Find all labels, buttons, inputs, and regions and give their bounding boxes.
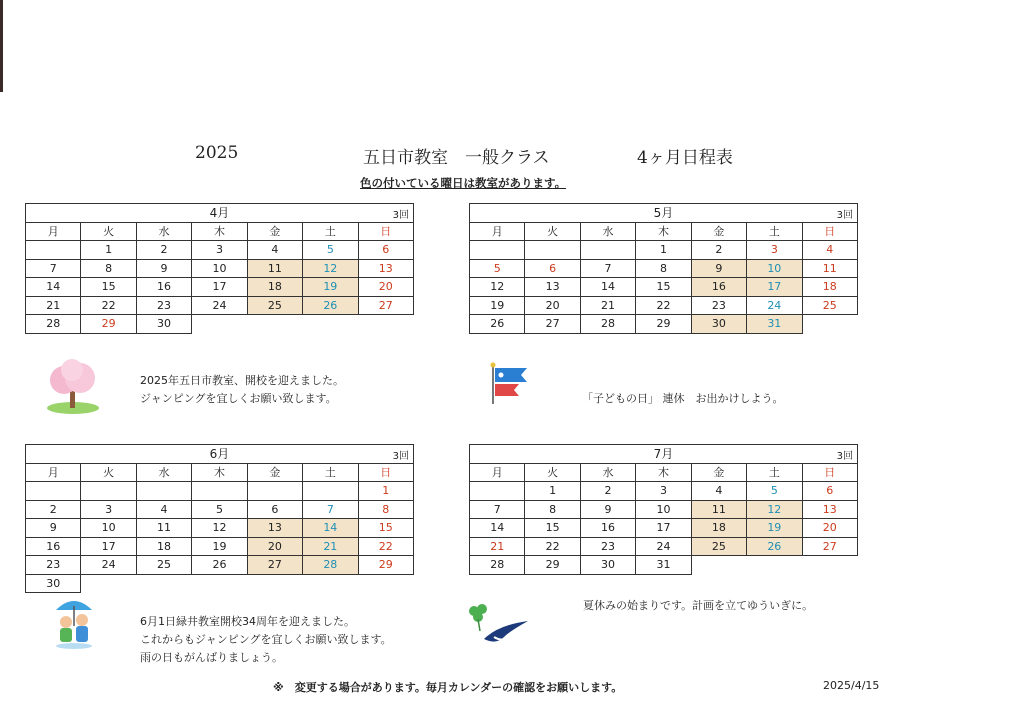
day-cell: 17 — [192, 278, 247, 297]
empty-cell — [247, 574, 302, 593]
day-cell: 17 — [81, 537, 136, 556]
session-count: 3回 — [836, 210, 853, 222]
day-cell: 12 — [192, 519, 247, 538]
day-cell: 2 — [580, 482, 635, 501]
calendar-july — [469, 444, 858, 575]
empty-cell — [303, 315, 358, 334]
weekday-header: 金 — [691, 463, 746, 482]
memo-line: 「子どもの日」 連休 お出かけしよう。 — [582, 392, 784, 405]
day-cell: 14 — [303, 519, 358, 538]
day-cell: 12 — [303, 259, 358, 278]
day-cell — [470, 482, 525, 501]
day-cell: 4 — [136, 500, 191, 519]
day-cell — [26, 482, 81, 501]
day-cell: 28 — [470, 556, 525, 575]
day-cell: 13 — [525, 278, 580, 297]
day-cell: 2 — [136, 241, 191, 260]
month-label: 4月 — [209, 206, 230, 221]
session-count: 3回 — [392, 451, 409, 463]
day-cell: 5 — [192, 500, 247, 519]
calendar-may — [469, 203, 858, 334]
day-cell: 19 — [192, 537, 247, 556]
month-label: 7月 — [653, 447, 674, 462]
day-cell: 29 — [636, 315, 691, 334]
memo-line: 6月1日緑井教室開校34周年を迎えました。 — [140, 615, 355, 628]
weekday-header: 月 — [26, 463, 81, 482]
memo-line: 2025年五日市教室、開校を迎えました。 — [140, 374, 344, 387]
page-title: 五日市教室 一般クラス — [363, 148, 550, 168]
weekday-header: 金 — [691, 222, 746, 241]
memo-line: 雨の日もがんばりましょう。 — [140, 651, 283, 664]
day-cell: 30 — [691, 315, 746, 334]
day-cell: 23 — [691, 296, 746, 315]
day-cell: 8 — [358, 500, 413, 519]
weekday-header: 火 — [525, 463, 580, 482]
month-header — [470, 204, 858, 223]
day-cell: 7 — [303, 500, 358, 519]
day-cell: 24 — [747, 296, 802, 315]
month-header — [26, 204, 414, 223]
day-cell: 30 — [26, 574, 81, 593]
day-cell: 17 — [747, 278, 802, 297]
april-memo — [140, 372, 344, 408]
day-cell: 2 — [26, 500, 81, 519]
day-cell: 12 — [747, 500, 802, 519]
day-cell: 29 — [358, 556, 413, 575]
empty-cell — [358, 574, 413, 593]
day-cell: 15 — [636, 278, 691, 297]
footer-date: 2025/4/15 — [823, 679, 880, 692]
day-cell: 26 — [303, 296, 358, 315]
calendar-april — [25, 203, 414, 334]
day-cell: 16 — [691, 278, 746, 297]
day-cell: 10 — [747, 259, 802, 278]
day-cell: 9 — [26, 519, 81, 538]
day-cell: 23 — [26, 556, 81, 575]
day-cell: 24 — [636, 537, 691, 556]
empty-cell — [802, 315, 857, 334]
koinobori-carp-streamer-icon — [487, 362, 533, 406]
day-cell: 11 — [247, 259, 302, 278]
day-cell: 14 — [470, 519, 525, 538]
june-memo — [140, 613, 392, 667]
weekday-header: 日 — [358, 222, 413, 241]
day-cell: 16 — [580, 519, 635, 538]
weekday-header: 月 — [470, 222, 525, 241]
day-cell — [26, 241, 81, 260]
day-cell: 11 — [691, 500, 746, 519]
day-cell: 13 — [247, 519, 302, 538]
day-cell: 19 — [303, 278, 358, 297]
swallow-and-clover-icon — [464, 601, 530, 651]
weekday-header: 月 — [26, 222, 81, 241]
weekday-header: 日 — [358, 463, 413, 482]
weekday-header: 火 — [81, 463, 136, 482]
day-cell: 17 — [636, 519, 691, 538]
day-cell: 7 — [580, 259, 635, 278]
day-cell: 27 — [358, 296, 413, 315]
day-cell: 10 — [81, 519, 136, 538]
day-cell: 1 — [636, 241, 691, 260]
page-edge-mark — [0, 0, 3, 92]
empty-cell — [192, 315, 247, 334]
empty-cell — [136, 574, 191, 593]
cherry-blossom-tree-icon — [44, 358, 102, 416]
empty-cell — [303, 574, 358, 593]
weekday-header: 木 — [192, 463, 247, 482]
month-header — [470, 445, 858, 464]
day-cell: 4 — [691, 482, 746, 501]
class-day-notice: 色の付いている曜日は教室があります。 — [360, 176, 567, 190]
weekday-header: 日 — [802, 222, 857, 241]
day-cell — [303, 482, 358, 501]
weekday-header: 日 — [802, 463, 857, 482]
day-cell: 8 — [81, 259, 136, 278]
day-cell: 22 — [358, 537, 413, 556]
day-cell: 21 — [26, 296, 81, 315]
day-cell — [81, 482, 136, 501]
weekday-header: 水 — [580, 222, 635, 241]
day-cell: 5 — [747, 482, 802, 501]
day-cell: 23 — [580, 537, 635, 556]
day-cell: 5 — [303, 241, 358, 260]
weekday-header: 月 — [470, 463, 525, 482]
day-cell: 21 — [303, 537, 358, 556]
day-cell: 3 — [636, 482, 691, 501]
weekday-header: 火 — [81, 222, 136, 241]
may-memo — [582, 390, 784, 408]
memo-line: 夏休みの始まりです。計画を立てゆういぎに。 — [583, 599, 814, 612]
day-cell — [525, 241, 580, 260]
day-cell: 15 — [358, 519, 413, 538]
day-cell: 4 — [802, 241, 857, 260]
day-cell: 27 — [525, 315, 580, 334]
day-cell: 1 — [525, 482, 580, 501]
day-cell: 22 — [525, 537, 580, 556]
day-cell: 21 — [470, 537, 525, 556]
day-cell: 25 — [247, 296, 302, 315]
day-cell: 27 — [247, 556, 302, 575]
calendar-june — [25, 444, 414, 593]
day-cell: 29 — [525, 556, 580, 575]
day-cell: 23 — [136, 296, 191, 315]
session-count: 3回 — [836, 451, 853, 463]
day-cell: 20 — [525, 296, 580, 315]
memo-line: これからもジャンピングを宜しくお願い致します。 — [140, 633, 392, 646]
weekday-header: 木 — [192, 222, 247, 241]
day-cell: 25 — [136, 556, 191, 575]
empty-cell — [81, 574, 136, 593]
day-cell: 22 — [636, 296, 691, 315]
day-cell: 10 — [192, 259, 247, 278]
day-cell: 24 — [192, 296, 247, 315]
day-cell: 8 — [525, 500, 580, 519]
empty-cell — [358, 315, 413, 334]
weekday-header: 土 — [303, 222, 358, 241]
empty-cell — [802, 556, 857, 575]
year-label: 2025 — [195, 143, 239, 163]
day-cell: 18 — [136, 537, 191, 556]
day-cell: 13 — [358, 259, 413, 278]
day-cell: 25 — [802, 296, 857, 315]
day-cell: 10 — [636, 500, 691, 519]
day-cell: 11 — [802, 259, 857, 278]
day-cell: 31 — [747, 315, 802, 334]
day-cell — [136, 482, 191, 501]
day-cell: 28 — [26, 315, 81, 334]
day-cell: 28 — [303, 556, 358, 575]
day-cell — [580, 241, 635, 260]
empty-cell — [247, 315, 302, 334]
day-cell: 3 — [81, 500, 136, 519]
day-cell: 26 — [470, 315, 525, 334]
day-cell: 20 — [247, 537, 302, 556]
day-cell: 31 — [636, 556, 691, 575]
month-label: 6月 — [209, 447, 230, 462]
day-cell — [247, 482, 302, 501]
day-cell: 13 — [802, 500, 857, 519]
day-cell: 9 — [691, 259, 746, 278]
weekday-header: 水 — [136, 463, 191, 482]
day-cell: 14 — [26, 278, 81, 297]
day-cell: 11 — [136, 519, 191, 538]
day-cell — [192, 482, 247, 501]
day-cell: 6 — [525, 259, 580, 278]
memo-line: ジャンピングを宜しくお願い致します。 — [140, 392, 337, 405]
session-count: 3回 — [392, 210, 409, 222]
day-cell: 12 — [470, 278, 525, 297]
day-cell: 18 — [802, 278, 857, 297]
day-cell: 18 — [247, 278, 302, 297]
day-cell: 28 — [580, 315, 635, 334]
day-cell: 19 — [747, 519, 802, 538]
day-cell: 19 — [470, 296, 525, 315]
footer-note: ※ 変更する場合があります。毎月カレンダーの確認をお願いします。 — [273, 681, 623, 694]
day-cell: 22 — [81, 296, 136, 315]
day-cell: 4 — [247, 241, 302, 260]
day-cell: 6 — [247, 500, 302, 519]
day-cell: 26 — [192, 556, 247, 575]
weekday-header: 土 — [747, 222, 802, 241]
day-cell: 8 — [636, 259, 691, 278]
weekday-header: 水 — [580, 463, 635, 482]
day-cell: 1 — [358, 482, 413, 501]
weekday-header: 木 — [636, 222, 691, 241]
empty-cell — [691, 556, 746, 575]
day-cell: 6 — [358, 241, 413, 260]
day-cell — [470, 241, 525, 260]
day-cell: 3 — [747, 241, 802, 260]
day-cell: 24 — [81, 556, 136, 575]
day-cell: 21 — [580, 296, 635, 315]
day-cell: 26 — [747, 537, 802, 556]
day-cell: 7 — [26, 259, 81, 278]
day-cell: 2 — [691, 241, 746, 260]
weekday-header: 土 — [303, 463, 358, 482]
weekday-header: 金 — [247, 222, 302, 241]
day-cell: 7 — [470, 500, 525, 519]
day-cell: 5 — [470, 259, 525, 278]
day-cell: 30 — [580, 556, 635, 575]
weekday-header: 金 — [247, 463, 302, 482]
day-cell: 9 — [136, 259, 191, 278]
month-header — [26, 445, 414, 464]
day-cell: 25 — [691, 537, 746, 556]
empty-cell — [192, 574, 247, 593]
weekday-header: 木 — [636, 463, 691, 482]
july-memo — [583, 597, 813, 615]
day-cell: 14 — [580, 278, 635, 297]
day-cell: 29 — [81, 315, 136, 334]
day-cell: 20 — [358, 278, 413, 297]
month-label: 5月 — [653, 206, 674, 221]
empty-cell — [747, 556, 802, 575]
weekday-header: 土 — [747, 463, 802, 482]
day-cell: 3 — [192, 241, 247, 260]
day-cell: 30 — [136, 315, 191, 334]
day-cell: 15 — [525, 519, 580, 538]
page-subtitle: 4ヶ月日程表 — [637, 148, 733, 168]
day-cell: 6 — [802, 482, 857, 501]
weekday-header: 火 — [525, 222, 580, 241]
day-cell: 27 — [802, 537, 857, 556]
day-cell: 9 — [580, 500, 635, 519]
day-cell: 20 — [802, 519, 857, 538]
children-with-umbrella-icon — [46, 596, 102, 650]
day-cell: 16 — [136, 278, 191, 297]
weekday-header: 水 — [136, 222, 191, 241]
day-cell: 15 — [81, 278, 136, 297]
day-cell: 1 — [81, 241, 136, 260]
day-cell: 18 — [691, 519, 746, 538]
day-cell: 16 — [26, 537, 81, 556]
